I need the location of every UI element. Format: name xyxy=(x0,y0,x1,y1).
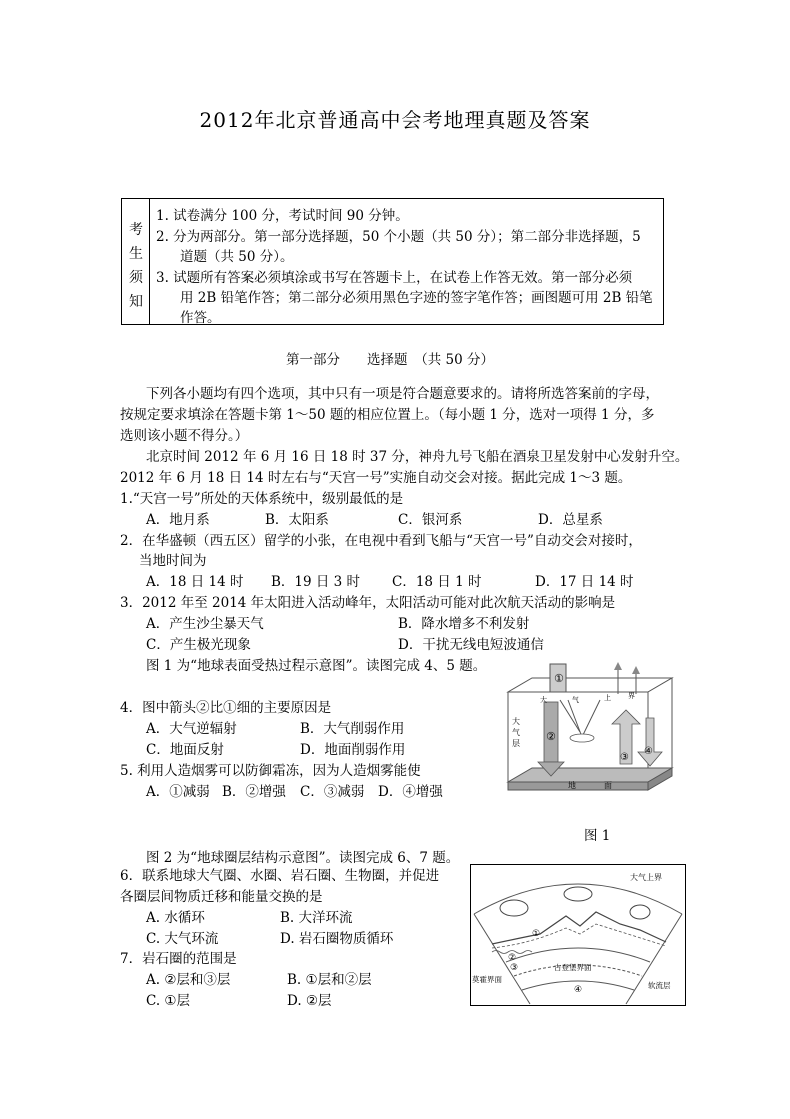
instruction-line: 2. 分为两部分。第一部分选择题，50 个小题（共 50 分）；第二部分非选择题，5 xyxy=(156,229,641,245)
fig1-label-4: ④ xyxy=(644,746,653,757)
fig2-label-atmosphere-top: 大气上界 xyxy=(630,873,662,882)
instructions-heading xyxy=(122,199,150,324)
instructions-box xyxy=(121,198,664,325)
fig1-ground-char: 地 xyxy=(568,781,576,790)
question-5-option-c: C．③减弱 xyxy=(300,784,365,800)
question-3-option-b: B．降水增多不利发射 xyxy=(398,616,530,632)
question-4-option-d: D．地面削弱作用 xyxy=(300,742,406,758)
fig1-top-char: 界 xyxy=(628,692,635,700)
question-7-option-a: A. ②层和③层 xyxy=(146,972,231,988)
question-3-stem: 3．2012 年至 2014 年太阳进入活动峰年，太阳活动可能对此次航天活动的影响是 xyxy=(120,595,616,611)
question-1-option-d: D．总星系 xyxy=(538,512,603,528)
fig2-label-1: ① xyxy=(532,929,541,939)
question-5-option-a: A．①减弱 xyxy=(146,784,210,800)
fig1-label-1: ① xyxy=(554,672,564,685)
question-3-option-d: D．干扰无线电短波通信 xyxy=(398,637,544,653)
question-7-stem: 7．岩石圈的范围是 xyxy=(120,951,237,967)
question-6-option-a: A. 水循环 xyxy=(146,910,205,926)
question-4-option-a: A．大气逆辐射 xyxy=(146,721,237,737)
question-1-stem: 1.“天宫一号”所处的天体系统中，级别最低的是 xyxy=(120,491,404,507)
question-7-option-b: B. ①层和②层 xyxy=(287,972,372,988)
question-2-option-a: A．18 日 14 时 xyxy=(146,574,244,590)
fig1-top-char: 大 xyxy=(540,696,547,704)
instruction-line: 1. 试卷满分 100 分，考试时间 90 分钟。 xyxy=(156,208,409,224)
question-1-option-b: B．太阳系 xyxy=(265,512,329,528)
question-4-option-b: B．大气削弱作用 xyxy=(300,721,405,737)
fig2-label-2: ② xyxy=(508,953,517,963)
instruction-line: 道题（共 50 分）。 xyxy=(180,249,294,265)
figure-1-heating-diagram xyxy=(500,662,680,802)
fig2-label-4: ④ xyxy=(574,985,583,995)
passage-line: 北京时间 2012 年 6 月 16 日 18 时 37 分，神舟九号飞船在酒泉卫星发射中心发射升空。 xyxy=(146,449,689,465)
question-6-stem-cont: 各圈层间物质迁移和能量交换的是 xyxy=(120,889,323,905)
question-2-option-d: D．17 日 14 时 xyxy=(535,574,634,590)
question-5-stem: 5. 利用人造烟雾可以防御霜冻，因为人造烟雾能使 xyxy=(120,763,421,779)
fig2-label-3: ③ xyxy=(510,963,519,973)
section-title: 第一部分 选择题 （共 50 分） xyxy=(286,352,495,368)
question-6-stem: 6．联系地球大气圈、水圈、岩石圈、生物圈，并促进 xyxy=(120,868,440,884)
question-7-option-c: C. ①层 xyxy=(146,993,191,1009)
fig1-atm-char: 层 xyxy=(512,739,520,748)
question-6-option-b: B. 大洋环流 xyxy=(280,910,353,926)
instruction-line: 作答。 xyxy=(180,310,221,326)
question-6-option-c: C. 大气环流 xyxy=(146,931,219,947)
question-2-option-b: B．19 日 3 时 xyxy=(271,574,361,590)
passage-line: 2012 年 6 月 18 日 14 时左右与“天宫一号”实施自动交会对接。据此完成 1～3 题。 xyxy=(120,470,632,486)
fig2-label-gutenberg: 古登堡界面 xyxy=(554,963,592,972)
heading-char: 知 xyxy=(129,294,143,310)
intro-line: 下列各小题均有四个选项，其中只有一项是符合题意要求的。请将所选答案前的字母， xyxy=(146,386,659,402)
question-2-stem-cont: 当地时间为 xyxy=(139,553,207,569)
fig1-ground-char: 面 xyxy=(604,781,612,790)
question-7-option-d: D. ②层 xyxy=(287,993,332,1009)
question-2-option-c: C．18 日 1 时 xyxy=(392,574,482,590)
heading-char: 生 xyxy=(129,246,143,262)
instruction-line: 用 2B 铅笔作答；第二部分必须用黑色字迹的签字笔作答；画图题可用 2B 铅笔 xyxy=(180,290,653,306)
heading-char: 考 xyxy=(129,222,143,238)
instruction-line: 3. 试题所有答案必须填涂或书写在答题卡上，在试卷上作答无效。第一部分必须 xyxy=(156,270,633,286)
fig1-atm-char: 大 xyxy=(512,717,520,726)
question-3-option-a: A．产生沙尘暴天气 xyxy=(146,616,264,632)
question-2-stem: 2．在华盛顿（西五区）留学的小张，在电视中看到飞船与“天宫一号”自动交会对接时， xyxy=(120,533,642,549)
figure-2-intro: 图 2 为“地球圈层结构示意图”。读图完成 6、7 题。 xyxy=(146,850,460,866)
fig1-top-char: 上 xyxy=(604,694,611,702)
page-title: 2012年北京普通高中会考地理真题及答案 xyxy=(199,108,591,132)
fig2-label-moho: 莫霍界面 xyxy=(472,975,502,984)
question-5-option-b: B．②增强 xyxy=(222,784,286,800)
fig1-label-2: ② xyxy=(546,730,556,743)
figure-2-earth-layers-diagram xyxy=(470,864,686,1006)
fig2-label-asthenosphere: 软流层 xyxy=(648,981,671,990)
question-1-option-a: A．地月系 xyxy=(146,512,210,528)
question-3-option-c: C．产生极光现象 xyxy=(146,637,251,653)
figure-1-intro: 图 1 为“地球表面受热过程示意图”。读图完成 4、5 题。 xyxy=(146,658,487,674)
question-4-option-c: C．地面反射 xyxy=(146,742,224,758)
question-5-option-d: D．④增强 xyxy=(378,784,443,800)
intro-line: 选则该小题不得分。） xyxy=(120,428,249,444)
question-6-option-d: D. 岩石圈物质循环 xyxy=(280,931,394,947)
fig1-label-3: ③ xyxy=(620,752,629,763)
heading-char: 须 xyxy=(129,270,143,286)
fig1-atm-char: 气 xyxy=(512,728,520,737)
intro-line: 按规定要求填涂在答题卡第 1～50 题的相应位置上。（每小题 1 分，选对一项得 1 分，多 xyxy=(120,407,655,423)
figure-1-caption: 图 1 xyxy=(584,828,611,844)
question-1-option-c: C．银河系 xyxy=(398,512,463,528)
fig1-top-char: 气 xyxy=(572,696,579,704)
question-4-stem: 4．图中箭头②比①细的主要原因是 xyxy=(120,700,332,716)
